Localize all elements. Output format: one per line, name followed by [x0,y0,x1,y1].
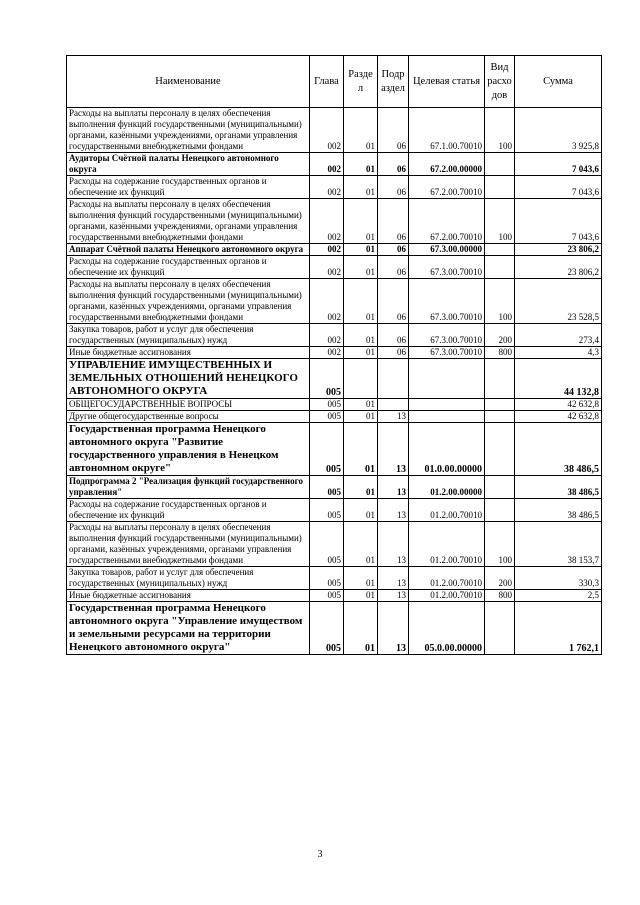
row-chapter-cell: 002 [310,199,344,244]
row-target-cell: 01.2.00.70010 [409,499,485,522]
row-name-cell: Иные бюджетные ассигнования [67,590,310,602]
row-amount-cell: 23 806,2 [515,244,602,256]
row-name-cell: Аудиторы Счётной палаты Ненецкого автономного округа [67,153,310,176]
row-chapter-cell: 005 [310,411,344,423]
row-section-cell: 01 [344,279,378,324]
row-subsection-cell: 13 [378,567,409,590]
row-chapter-cell: 005 [310,423,344,476]
row-subsection-cell: 13 [378,602,409,655]
row-chapter-cell: 005 [310,476,344,499]
row-subsection-cell: 06 [378,256,409,279]
row-subsection-cell: 06 [378,176,409,199]
row-name-cell: Другие общегосударственные вопросы [67,411,310,423]
row-amount-cell: 38 486,5 [515,499,602,522]
row-exp-type-cell [485,256,515,279]
row-name-cell: Расходы на содержание государственных органов и обеспечение их функций [67,499,310,522]
row-section-cell: 01 [344,522,378,567]
row-subsection-cell: 13 [378,590,409,602]
row-section-cell: 01 [344,567,378,590]
header-target: Целевая статья [409,56,485,108]
header-section: Разде л [344,56,378,108]
row-amount-cell: 4,3 [515,347,602,359]
row-section-cell: 01 [344,244,378,256]
row-amount-cell: 330,3 [515,567,602,590]
row-chapter-cell: 002 [310,324,344,347]
row-name-cell: Государственная программа Ненецкого автономного округа "Развитие государственного управления в Ненецком автономном округе" [67,423,310,476]
table-row [67,423,602,476]
row-name-cell: Расходы на выплаты персоналу в целях обеспечения выполнения функций государственными (муниципальными) органами, казённых учреждениями, органами управления государственными внебюджетными фондами [67,522,310,567]
table-row [67,347,602,359]
row-subsection-cell: 06 [378,153,409,176]
table-row [67,476,602,499]
row-exp-type-cell: 200 [485,324,515,347]
row-section-cell: 01 [344,399,378,411]
row-target-cell: 01.2.00.70010 [409,590,485,602]
table-row [67,256,602,279]
row-amount-cell: 42 632,8 [515,411,602,423]
row-exp-type-cell: 100 [485,199,515,244]
table-row [67,411,602,423]
table-row [67,590,602,602]
table-row [67,399,602,411]
row-chapter-cell: 002 [310,153,344,176]
table-body [67,108,602,655]
row-chapter-cell: 002 [310,347,344,359]
row-target-cell [409,399,485,411]
row-amount-cell: 38 153,7 [515,522,602,567]
row-exp-type-cell [485,244,515,256]
row-section-cell: 01 [344,499,378,522]
row-subsection-cell: 06 [378,244,409,256]
row-section-cell [344,359,378,399]
row-name-cell: Подпрограмма 2 "Реализация функций государственного управления" [67,476,310,499]
header-chapter: Глава [310,56,344,108]
row-chapter-cell: 002 [310,176,344,199]
row-target-cell: 01.2.00.70010 [409,522,485,567]
row-target-cell: 01.2.00.00000 [409,476,485,499]
row-target-cell: 67.3.00.70010 [409,324,485,347]
row-subsection-cell: 06 [378,108,409,153]
row-section-cell: 01 [344,602,378,655]
row-amount-cell: 23 528,5 [515,279,602,324]
row-name-cell: Расходы на содержание государственных органов и обеспечение их функций [67,256,310,279]
row-target-cell: 67.3.00.00000 [409,244,485,256]
row-section-cell: 01 [344,423,378,476]
table-row [67,153,602,176]
row-name-cell: Государственная программа Ненецкого автономного округа "Управление имуществом и земельными ресурсами на территории Ненецкого автономного округа" [67,602,310,655]
row-exp-type-cell: 200 [485,567,515,590]
row-target-cell: 67.3.00.70010 [409,279,485,324]
table-row [67,324,602,347]
row-amount-cell: 42 632,8 [515,399,602,411]
row-name-cell: ОБЩЕГОСУДАРСТВЕННЫЕ ВОПРОСЫ [67,399,310,411]
row-amount-cell: 44 132,8 [515,359,602,399]
row-amount-cell: 38 486,5 [515,476,602,499]
table-header-row [67,56,602,108]
row-section-cell: 01 [344,590,378,602]
row-amount-cell: 1 762,1 [515,602,602,655]
row-exp-type-cell [485,153,515,176]
row-exp-type-cell [485,411,515,423]
row-name-cell: Расходы на выплаты персоналу в целях обеспечения выполнения функций государственными (муниципальными) органами, казённых учреждениями, органами управления государственными внебюджетными фондами [67,279,310,324]
table-row [67,279,602,324]
row-subsection-cell: 06 [378,199,409,244]
row-amount-cell: 2,5 [515,590,602,602]
row-exp-type-cell: 100 [485,279,515,324]
row-exp-type-cell: 100 [485,108,515,153]
row-amount-cell: 7 043,6 [515,153,602,176]
row-chapter-cell: 002 [310,279,344,324]
row-chapter-cell: 005 [310,522,344,567]
row-target-cell: 01.2.00.70010 [409,567,485,590]
row-exp-type-cell [485,602,515,655]
row-section-cell: 01 [344,199,378,244]
row-subsection-cell: 13 [378,476,409,499]
header-exp-type: Вид расхо дов [485,56,515,108]
row-amount-cell: 7 043,6 [515,176,602,199]
row-target-cell [409,359,485,399]
row-chapter-cell: 002 [310,256,344,279]
row-target-cell: 67.1.00.70010 [409,108,485,153]
row-target-cell: 67.2.00.00000 [409,153,485,176]
row-name-cell: Расходы на выплаты персоналу в целях обеспечения выполнения функций государственными (муниципальными) органами, казёнными учреждениями, органами управления государственными внебюджетными фондами [67,199,310,244]
page-number: 3 [317,849,323,860]
row-section-cell: 01 [344,476,378,499]
table-row [67,108,602,153]
row-chapter-cell: 005 [310,590,344,602]
row-exp-type-cell: 800 [485,590,515,602]
row-target-cell: 01.0.00.00000 [409,423,485,476]
row-chapter-cell: 005 [310,499,344,522]
row-target-cell: 05.0.00.00000 [409,602,485,655]
row-subsection-cell: 13 [378,499,409,522]
row-exp-type-cell: 800 [485,347,515,359]
row-section-cell: 01 [344,324,378,347]
row-chapter-cell: 005 [310,602,344,655]
row-section-cell: 01 [344,256,378,279]
row-chapter-cell: 005 [310,399,344,411]
row-exp-type-cell [485,176,515,199]
row-subsection-cell: 13 [378,411,409,423]
row-subsection-cell: 06 [378,324,409,347]
header-name: Наименование [67,56,310,108]
table-row [67,359,602,399]
row-name-cell: Аппарат Счётной палаты Ненецкого автономного округа [67,244,310,256]
row-exp-type-cell [485,499,515,522]
row-section-cell: 01 [344,411,378,423]
row-amount-cell: 7 043,6 [515,199,602,244]
table-row [67,567,602,590]
row-amount-cell: 23 806,2 [515,256,602,279]
row-subsection-cell: 13 [378,522,409,567]
row-target-cell: 67.2.00.70010 [409,176,485,199]
row-subsection-cell [378,399,409,411]
row-name-cell: УПРАВЛЕНИЕ ИМУЩЕСТВЕННЫХ И ЗЕМЕЛЬНЫХ ОТНОШЕНИЙ НЕНЕЦКОГО АВТОНОМНОГО ОКРУГА [67,359,310,399]
row-section-cell: 01 [344,176,378,199]
row-amount-cell: 3 925,8 [515,108,602,153]
row-name-cell: Закупка товаров, работ и услуг для обеспечения государственных (муниципальных) нужд [67,324,310,347]
table-row [67,499,602,522]
table-row [67,176,602,199]
row-target-cell [409,411,485,423]
row-subsection-cell: 13 [378,423,409,476]
row-subsection-cell [378,359,409,399]
header-subsection: Подр аздел [378,56,409,108]
budget-table [66,55,602,655]
row-target-cell: 67.2.00.70010 [409,199,485,244]
row-chapter-cell: 002 [310,244,344,256]
row-exp-type-cell [485,359,515,399]
table-row [67,244,602,256]
row-chapter-cell: 005 [310,359,344,399]
table-row [67,522,602,567]
row-amount-cell: 38 486,5 [515,423,602,476]
row-name-cell: Расходы на содержание государственных органов и обеспечение их функций [67,176,310,199]
header-amount: Сумма [515,56,602,108]
row-exp-type-cell [485,399,515,411]
row-target-cell: 67.3.00.70010 [409,347,485,359]
row-section-cell: 01 [344,153,378,176]
row-name-cell: Закупка товаров, работ и услуг для обеспечения государственных (муниципальных) нужд [67,567,310,590]
row-exp-type-cell [485,476,515,499]
row-target-cell: 67.3.00.70010 [409,256,485,279]
row-amount-cell: 273,4 [515,324,602,347]
row-subsection-cell: 06 [378,347,409,359]
row-exp-type-cell: 100 [485,522,515,567]
table-row [67,602,602,655]
row-subsection-cell: 06 [378,279,409,324]
table-row [67,199,602,244]
row-name-cell: Иные бюджетные ассигнования [67,347,310,359]
row-name-cell: Расходы на выплаты персоналу в целях обеспечения выполнения функций государственными (муниципальными) органами, казёнными учреждениями, органами управления государственными внебюджетными фондами [67,108,310,153]
row-chapter-cell: 002 [310,108,344,153]
row-section-cell: 01 [344,347,378,359]
row-exp-type-cell [485,423,515,476]
row-section-cell: 01 [344,108,378,153]
row-chapter-cell: 005 [310,567,344,590]
